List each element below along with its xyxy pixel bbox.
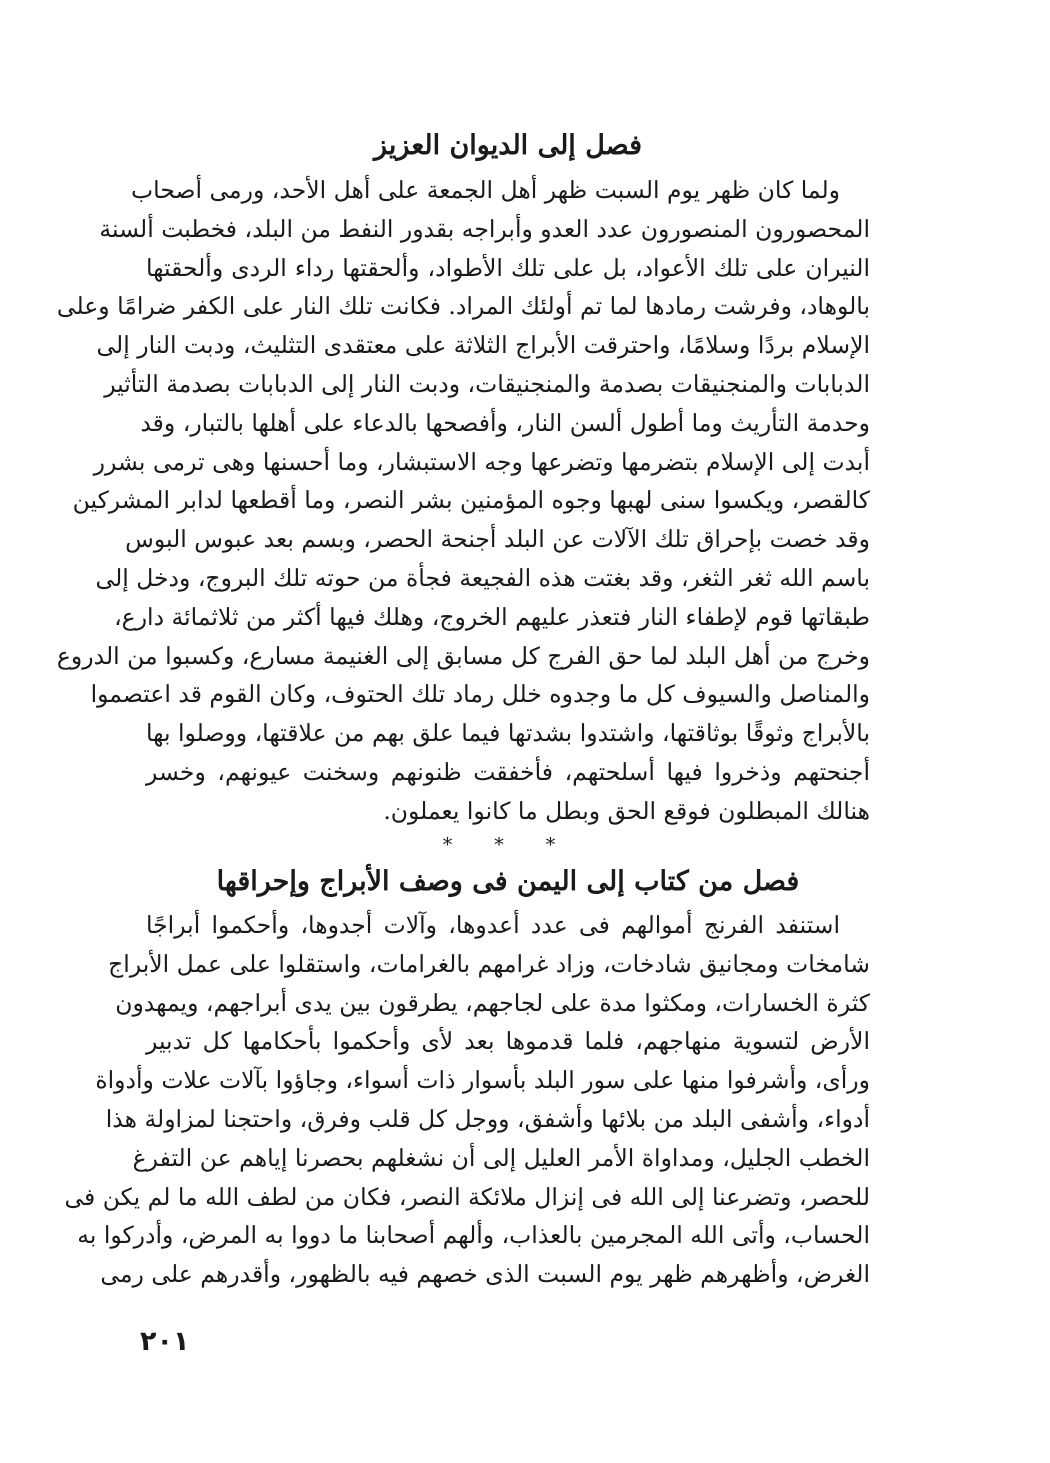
section-separator: * * * [442, 833, 574, 856]
text-line: الحساب، وأتى الله المجرمين بالعذاب، وألهم أصحابنا ما دووا به المرض، وأدركوا به [77, 1221, 870, 1250]
text-line: كالقصر، ويكسوا سنى لهبها وجوه المؤمنين بشر النصر، وما أقطعها لدابر المشركين [72, 486, 870, 515]
text-line: شامخات ومجانيق شادخات، وزاد غرامهم بالغرامات، واستقلوا على عمل الأبراج [108, 949, 870, 978]
text-line: هنالك المبطلون فوقع الحق وبطل ما كانوا يعملون. [383, 796, 870, 825]
text-line: وقد خصت بإحراق تلك الآلات عن البلد أجنحة الحصر، وبسم بعد عبوس البوس [125, 525, 870, 554]
text-line: النيران على تلك الأعواد، بل على تلك الأطواد، وألحقتها رداء الردى وألحقتها [146, 253, 870, 282]
text-line: الدبابات والمنجنيقات بصدمة والمنجنيقات، ودبت النار إلى الدبابات بصدمة التأثير [104, 369, 870, 398]
text-line: وحدمة التأريث وما أطول ألسن النار، وأفصحها بالدعاء على أهلها بالتبار، وقد [140, 408, 870, 437]
section-diwan [56, 122, 870, 856]
text-line: أجنحتهم وذخروا فيها أسلحتهم، فأخفقت ظنونهم وسخنت عيونهم، وخسر [146, 757, 870, 786]
text-line: للحصر، وتضرعنا إلى الله فى إنزال ملائكة النصر، فكان من لطف الله ما لم يكن فى [64, 1182, 870, 1211]
section-heading: فصل من كتاب إلى اليمن فى وصف الأبراج وإحراقها [216, 866, 800, 897]
text-line: ورأى، وأشرفوا منها على سور البلد بأسوار ذات أسواء، وجاؤوا بآلات علات وأدواة [95, 1066, 870, 1095]
text-line: ولما كان ظهر يوم السبت ظهر أهل الجمعة على أهل الأحد، ورمى أصحاب [131, 176, 840, 204]
text-line: الخطب الجليل، ومداواة الأمر العليل إلى أن نشغلهم بحصرنا إياهم عن التفرغ [132, 1143, 870, 1172]
page-number: ٢٠١ [140, 1326, 190, 1357]
text-line: المحصورون المنصورون عدد العدو وأبراجه بقدور النفط من البلد، فخطبت ألسنة [99, 214, 870, 243]
text-line: استنفد الفرنج أموالهم فى عدد أعدوها، وآلات أجدوها، وأحكموا أبراجًا [146, 911, 840, 939]
text-line: باسم الله ثغر الثغر، وقد بغتت هذه الفجيعة فجأة من حوته تلك البروج، ودخل إلى [95, 563, 870, 592]
text-line: أدواء، وأشفى البلد من بلائها وأشفق، ووجل كل قلب وفرق، واحتجنا لمزاولة هذا [105, 1104, 870, 1133]
section-heading: فصل إلى الديوان العزيز [374, 130, 642, 161]
text-line: بالأبراج وثوقًا بوثاقتها، واشتدوا بشدتها فيما علق بهم من علاقتها، ووصلوا بها [146, 719, 870, 748]
text-line: بالوهاد، وفرشت رمادها لما تم أولئك المراد. فكانت تلك النار على الكفر ضرامًا وعلى [56, 292, 870, 321]
text-line: والمناصل والسيوف كل ما وجدوه خلل رماد تلك الحتوف، وكان القوم قد اعتصموا [90, 680, 870, 709]
text-line: الإسلام بردًا وسلامًا، واحترقت الأبراج الثلاثة على معتقدى التثليث، ودبت النار إلى [96, 331, 870, 360]
text-line: وخرج من أهل البلد لما حق الفرج كل مسابق إلى الغنيمة مسارع، وكسبوا من الدروع [56, 641, 870, 670]
section-yemen [64, 858, 870, 1294]
text-line: أبدت إلى الإسلام بتضرمها وتضرعها وجه الاستبشار، وما أحسنها وهى ترمى بشرر [93, 447, 870, 476]
text-line: طبقاتها قوم لإطفاء النار فتعذر عليهم الخروج، وهلك فيها أكثر من ثلاثمائة دارع، [114, 602, 870, 631]
text-line: الغرض، وأظهرهم ظهر يوم السبت الذى خصهم فيه بالظهور، وأقدرهم على رمى [100, 1260, 870, 1289]
text-line: كثرة الخسارات، ومكثوا مدة على لجاجهم، يطرقون بين يدى أبراجهم، ويمهدون [115, 988, 870, 1017]
text-line: الأرض لتسوية منهاجهم، فلما قدموها بعد لأى وأحكموا بأحكامها كل تدبير [146, 1027, 870, 1056]
